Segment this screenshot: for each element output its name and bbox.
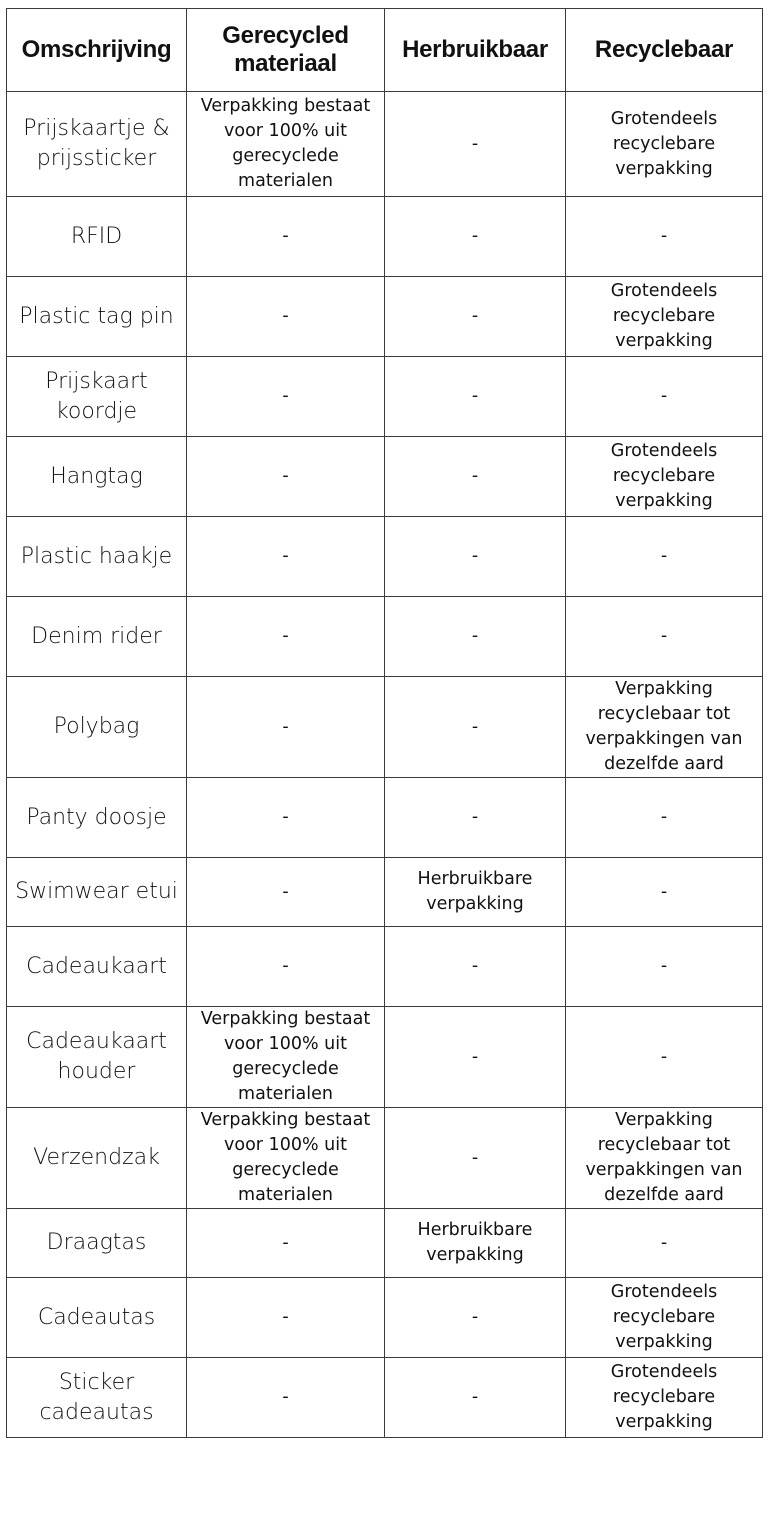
cell-omschrijving: Plastic haakje [7, 517, 187, 597]
cell-herbruikbaar: - [385, 597, 566, 677]
cell-omschrijving: RFID [7, 197, 187, 277]
cell-omschrijving: Swimwear etui [7, 858, 187, 927]
cell-herbruikbaar: - [385, 437, 566, 517]
cell-recyclebaar: - [566, 927, 763, 1007]
packaging-table [6, 8, 763, 1438]
table-body [7, 92, 763, 1438]
cell-gerecycled: - [187, 277, 385, 357]
cell-gerecycled: - [187, 927, 385, 1007]
cell-recyclebaar: Grotendeels recyclebare verpakking [566, 277, 763, 357]
cell-herbruikbaar: - [385, 517, 566, 597]
header-row [7, 9, 763, 92]
cell-recyclebaar: Grotendeels recyclebare verpakking [566, 92, 763, 197]
cell-recyclebaar: Grotendeels recyclebare verpakking [566, 437, 763, 517]
cell-recyclebaar: Grotendeels recyclebare verpakking [566, 1358, 763, 1438]
table-row [7, 927, 763, 1007]
table-row [7, 597, 763, 677]
cell-omschrijving: Cadeaukaart [7, 927, 187, 1007]
cell-gerecycled: - [187, 597, 385, 677]
cell-omschrijving: Polybag [7, 677, 187, 778]
cell-omschrijving: Cadeautas [7, 1278, 187, 1358]
cell-gerecycled: Verpakking bestaat voor 100% uit gerecyclede materialen [187, 1108, 385, 1209]
table-row [7, 197, 763, 277]
cell-gerecycled: - [187, 1278, 385, 1358]
cell-recyclebaar: Grotendeels recyclebare verpakking [566, 1278, 763, 1358]
cell-herbruikbaar: - [385, 677, 566, 778]
table-row [7, 1358, 763, 1438]
cell-omschrijving: Hangtag [7, 437, 187, 517]
cell-omschrijving: Draagtas [7, 1209, 187, 1278]
cell-omschrijving: Cadeaukaart houder [7, 1007, 187, 1108]
cell-gerecycled: - [187, 1358, 385, 1438]
cell-omschrijving: Prijskaartje & prijssticker [7, 92, 187, 197]
cell-gerecycled: - [187, 437, 385, 517]
cell-herbruikbaar: - [385, 357, 566, 437]
cell-recyclebaar: Verpakking recyclebaar tot verpakkingen van dezelfde aard [566, 1108, 763, 1209]
header-herbruikbaar: Herbruikbaar [385, 9, 566, 92]
cell-recyclebaar: Verpakking recyclebaar tot verpakkingen van dezelfde aard [566, 677, 763, 778]
cell-herbruikbaar: - [385, 1007, 566, 1108]
header-omschrijving: Omschrijving [7, 9, 187, 92]
cell-gerecycled: - [187, 858, 385, 927]
cell-omschrijving: Plastic tag pin [7, 277, 187, 357]
cell-recyclebaar: - [566, 357, 763, 437]
cell-omschrijving: Denim rider [7, 597, 187, 677]
cell-omschrijving: Prijskaart koordje [7, 357, 187, 437]
cell-herbruikbaar: Herbruikbare verpakking [385, 1209, 566, 1278]
cell-gerecycled: Verpakking bestaat voor 100% uit gerecyclede materialen [187, 1007, 385, 1108]
cell-recyclebaar: - [566, 1209, 763, 1278]
cell-omschrijving: Verzendzak [7, 1108, 187, 1209]
table-row [7, 277, 763, 357]
cell-recyclebaar: - [566, 1007, 763, 1108]
cell-omschrijving: Panty doosje [7, 778, 187, 858]
cell-gerecycled: - [187, 197, 385, 277]
cell-gerecycled: Verpakking bestaat voor 100% uit gerecyclede materialen [187, 92, 385, 197]
table-row [7, 677, 763, 778]
cell-gerecycled: - [187, 778, 385, 858]
cell-herbruikbaar: - [385, 1278, 566, 1358]
cell-recyclebaar: - [566, 197, 763, 277]
cell-gerecycled: - [187, 517, 385, 597]
header-gerecycled-materiaal: Gerecycled materiaal [187, 9, 385, 92]
table-row [7, 1007, 763, 1108]
table-row [7, 1108, 763, 1209]
table-row [7, 1209, 763, 1278]
table-row [7, 437, 763, 517]
cell-herbruikbaar: - [385, 277, 566, 357]
cell-recyclebaar: - [566, 858, 763, 927]
table-row [7, 858, 763, 927]
cell-recyclebaar: - [566, 778, 763, 858]
table-row [7, 778, 763, 858]
cell-herbruikbaar: Herbruikbare verpakking [385, 858, 566, 927]
cell-gerecycled: - [187, 677, 385, 778]
cell-herbruikbaar: - [385, 197, 566, 277]
table-row [7, 517, 763, 597]
cell-omschrijving: Sticker cadeautas [7, 1358, 187, 1438]
table-row [7, 1278, 763, 1358]
table-header [7, 9, 763, 92]
cell-herbruikbaar: - [385, 1108, 566, 1209]
cell-herbruikbaar: - [385, 778, 566, 858]
table-row [7, 357, 763, 437]
table-row [7, 92, 763, 197]
cell-herbruikbaar: - [385, 927, 566, 1007]
cell-gerecycled: - [187, 1209, 385, 1278]
cell-herbruikbaar: - [385, 1358, 566, 1438]
cell-herbruikbaar: - [385, 92, 566, 197]
cell-gerecycled: - [187, 357, 385, 437]
header-recyclebaar: Recyclebaar [566, 9, 763, 92]
cell-recyclebaar: - [566, 597, 763, 677]
cell-recyclebaar: - [566, 517, 763, 597]
